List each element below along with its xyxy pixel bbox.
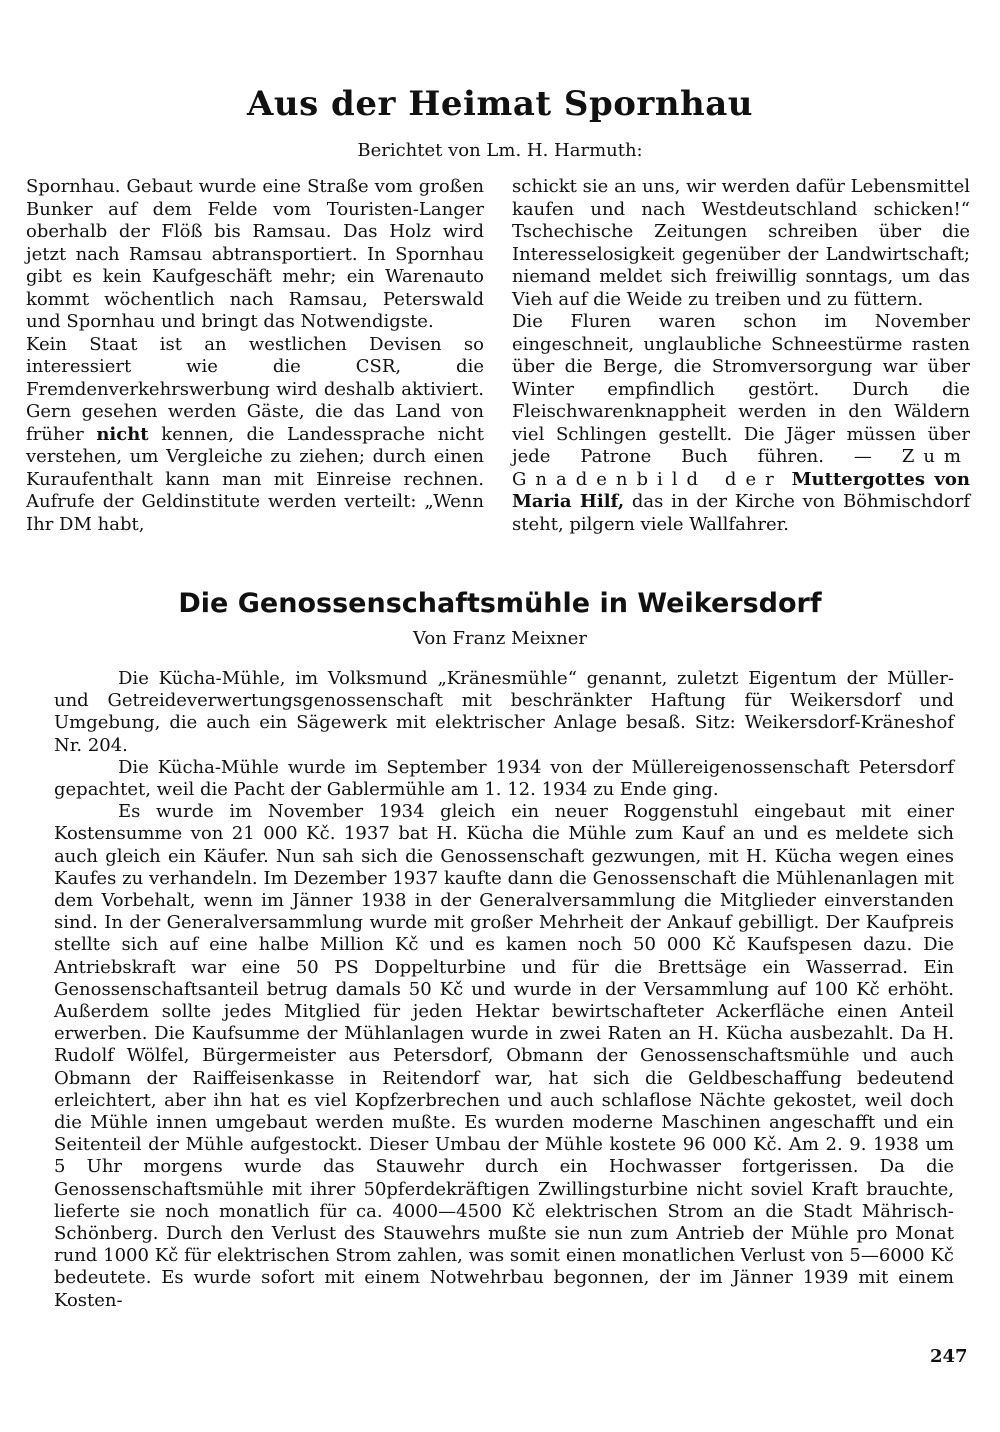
muehle-paragraph-2: Die Kücha-Mühle wurde im September 1934 von der Müllereigenossenschaft Petersdorf gepachtet, weil die Pacht der Gablermühle am 1. 12. 1934 zu Ende ging. [54,756,954,801]
right-spaced-text: Zum Gnadenbild der [512,446,970,490]
left-bold-word: nicht [96,423,149,445]
left-paragraph-2-text: Kein Staat ist an westlichen Devisen so interessiert wie die CSR, die Fremdenverkehrswerbung wird deshalb aktiviert. Gern gesehen werden Gäste, die das Land von früher [26,333,484,445]
muehle-paragraph-1: Die Kücha-Mühle, im Volksmund „Kränesmühle“ genannt, zuletzt Eigentum der Müller- und Getreideverwertungsgenossenschaft mit beschränkter Haftung für Weikersdorf und Umgebung, die auch ein Sägewerk mit elektrischer Anlage besaß. Sitz: Weikersdorf-Kräneshof Nr. 204. [54,668,954,756]
article-title-genossenschaftsmuehle: Die Genossenschaftsmühle in Weikersdorf [178,588,822,619]
right-paragraph-1: schickt sie an uns, wir werden dafür Lebensmittel kaufen und nach Westdeutschland schicken!“ Tschechische Zeitungen schreiben über die Interesselosigkeit gegenüber der Landwirtschaft; niemand meldet sich freiwillig sonntags, um das Vieh auf die Weide zu treiben und zu füttern. [512,176,970,310]
left-paragraph-2-tail: kennen, die Landessprache nicht verstehen, um Vergleiche zu ziehen; durch einen Kuraufenthalt kann man mit Einreise rechnen. Aufrufe der Geldinstitute werden verteilt: „Wenn Ihr DM habt, [26,423,484,535]
left-paragraph-1: Spornhau. Gebaut wurde eine Straße vom großen Bunker auf dem Felde vom Touristen-Langer oberhalb der Flöß bis Ramsau. Das Holz wird jetzt nach Ramsau abtransportiert. In Spornhau gibt es kein Kaufgeschäft mehr; ein Warenauto kommt wöchentlich nach Ramsau, Peterswald und Spornhau und bringt das Notwendigste. [26,176,484,332]
muehle-paragraph-3: Es wurde im November 1934 gleich ein neuer Roggenstuhl eingebaut mit einer Kostensumme von 21 000 Kč. 1937 bat H. Kücha die Mühle zum Kauf an und es meldete sich auch gleich ein Käufer. Nun sah sich die Genossenschaft gezwungen, mit H. Kücha wegen eines Kaufes zu verhandeln. Im Dezember 1937 kaufte dann die Genossenschaft die Mühlenanlagen mit dem Vorbehalt, wenn im Jänner 1938 in der Generalversammlung die Mitglieder einverstanden sind. In der Generalversammlung wurde mit großer Mehrheit der Ankauf gebilligt. Der Kaufpreis stellte sich auf eine halbe Million Kč und es kamen noch 50 000 Kč Kaufspesen dazu. Die Antriebskraft war eine 50 PS Doppelturbine und für die Brettsäge ein Wasserrad. Ein Genossenschaftsanteil betrug damals 50 Kč und wurde in der Versammlung auf 100 Kč erhöht. Außerdem sollte jedes Mitglied für jeden Hektar bewirtschafteter Ackerfläche einen Anteil erwerben. Die Kaufsumme der Mühlanlagen wurde in zwei Raten an H. Kücha ausbezahlt. Da H. Rudolf Wölfel, Bürgermeister aus Petersdorf, Obmann der Genossenschaftsmühle und auch Obmann der Raiffeisenkasse in Reitendorf war, hat sich die Geldbeschaffung bedeutend erleichtert, aber ihn hat es viel Kopfzerbrechen und auch schlaflose Nächte gekostet, weil doch die Mühle innen umgebaut werden mußte. Es wurden moderne Maschinen angeschafft und ein Seitenteil der Mühle aufgestockt. Dieser Umbau der Mühle kostete 96 000 Kč. Am 2. 9. 1938 um 5 Uhr morgens wurde das Stauwehr durch ein Hochwasser fortgerissen. Da die Genossenschaftsmühle mit ihrer 50pferdekräftigen Zwillingsturbine nicht soviel Kraft brauchte, lieferte sie noch monatlich für ca. 4000—4500 Kč elektrischen Strom an die Stadt Mährisch-Schönberg. Durch den Verlust des Stauwehrs mußte sie nun zum Antrieb der Mühle pro Monat rund 1000 Kč für elektrischen Strom zahlen, was somit einen monatlichen Verlust von 5—6000 Kč bedeutete. Es wurde sofort mit einem Notwehrbau begonnen, der im Jänner 1939 mit einem Kosten- [54,801,954,1311]
article-byline-meixner: Von Franz Meixner [413,628,587,649]
article-title-spornhau: Aus der Heimat Spornhau [246,84,754,124]
page-number: 247 [930,1346,968,1367]
right-column [512,176,970,536]
article-byline-harmuth: Berichtet von Lm. H. Harmuth: [357,140,643,161]
right-paragraph-2-tail: das in der Kirche von Böhmischdorf steht, pilgern viele Wallfahrer. [512,491,970,535]
article-body-muehle [54,668,954,1312]
right-paragraph-2 [512,311,970,536]
left-column [26,176,484,536]
right-bold-text: Muttergottes von Maria Hilf, [512,468,971,512]
right-paragraph-2-text: Die Fluren waren schon im November eingeschneit, unglaubliche Schneestürme rasten über die Berge, die Stromversorgung war über Winter empfindlich gestört. Durch die Fleischwarenknappheit werden in den Wäldern viel Schlingen gestellt. Die Jäger müssen über jede Patrone Buch führen. — [512,311,970,467]
left-paragraph-2 [26,334,484,537]
